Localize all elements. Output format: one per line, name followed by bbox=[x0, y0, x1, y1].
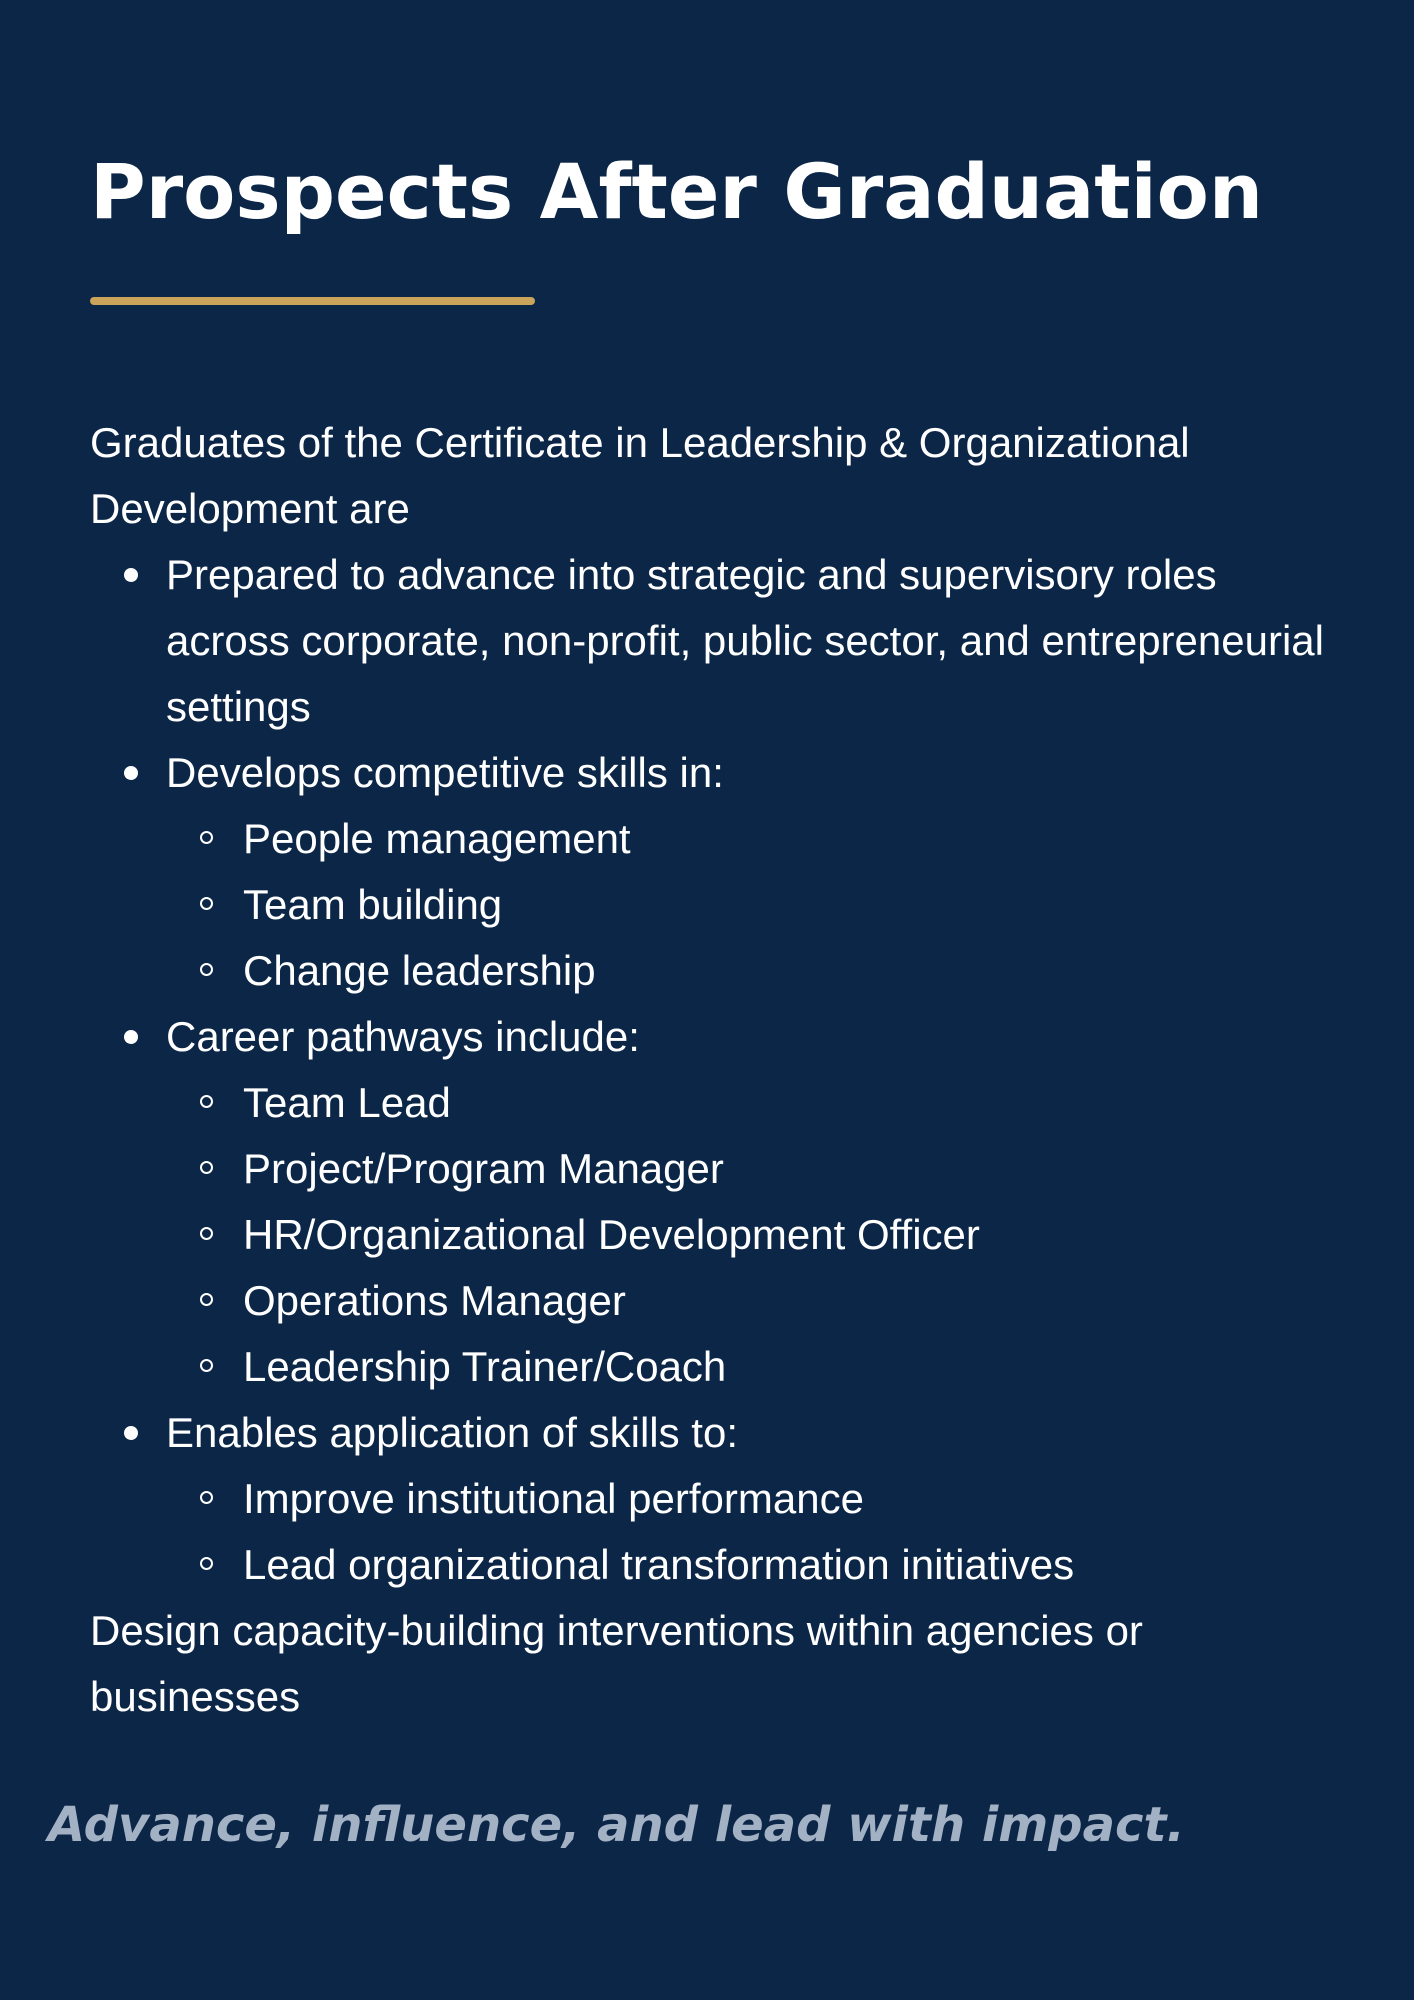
page-title: Prospects After Graduation bbox=[90, 147, 1263, 236]
sub-bullet-text: People management bbox=[243, 815, 631, 862]
bullet-circle-icon bbox=[200, 1227, 213, 1240]
bullet-text: Enables application of skills to: bbox=[166, 1409, 738, 1456]
bullet-disc-icon bbox=[124, 766, 138, 780]
bullet-circle-icon bbox=[200, 1491, 213, 1504]
sub-bullet-text: Improve institutional performance bbox=[243, 1475, 864, 1522]
title-accent-rule bbox=[90, 297, 535, 305]
bullet-text: Prepared to advance into strategic and supervisory roles across corporate, non-profit, public sector, and entrepreneurial settings bbox=[166, 551, 1324, 730]
bullet-circle-icon bbox=[200, 1359, 213, 1372]
sub-bullet-item bbox=[243, 1136, 1340, 1202]
sub-bullet-item bbox=[243, 872, 1340, 938]
bullet-circle-icon bbox=[200, 1095, 213, 1108]
bullet-circle-icon bbox=[200, 1161, 213, 1174]
sub-bullet-item bbox=[243, 1268, 1340, 1334]
sub-bullet-item bbox=[243, 1070, 1340, 1136]
bullet-text: Develops competitive skills in: bbox=[166, 749, 724, 796]
intro-paragraph: Graduates of the Certificate in Leadership & Organizational Development are bbox=[90, 419, 1190, 532]
bullet-disc-icon bbox=[124, 1030, 138, 1044]
bullet-circle-icon bbox=[200, 897, 213, 910]
sub-bullet-item bbox=[243, 938, 1340, 1004]
sub-bullet-text: Operations Manager bbox=[243, 1277, 626, 1324]
bullet-circle-icon bbox=[200, 963, 213, 976]
sub-bullet-text: Team Lead bbox=[243, 1079, 451, 1126]
sub-bullet-item bbox=[243, 1334, 1340, 1400]
sub-bullet-list bbox=[166, 806, 1340, 1004]
bullet-disc-icon bbox=[124, 1426, 138, 1440]
bullet-circle-icon bbox=[200, 1293, 213, 1306]
bullet-text: Career pathways include: bbox=[166, 1013, 640, 1060]
body-content bbox=[90, 410, 1340, 1730]
sub-bullet-item bbox=[243, 1532, 1340, 1598]
bullet-item bbox=[166, 542, 1340, 740]
sub-bullet-text: Change leadership bbox=[243, 947, 596, 994]
bullet-item bbox=[166, 1004, 1340, 1400]
bullet-list bbox=[90, 542, 1340, 1598]
sub-bullet-list bbox=[166, 1466, 1340, 1598]
sub-bullet-text: Leadership Trainer/Coach bbox=[243, 1343, 727, 1390]
bullet-circle-icon bbox=[200, 1557, 213, 1570]
sub-bullet-text: Project/Program Manager bbox=[243, 1145, 724, 1192]
bullet-circle-icon bbox=[200, 831, 213, 844]
sub-bullet-item bbox=[243, 1202, 1340, 1268]
bullet-item bbox=[166, 1400, 1340, 1598]
sub-bullet-text: Lead organizational transformation initiatives bbox=[243, 1541, 1075, 1588]
bullet-disc-icon bbox=[124, 568, 138, 582]
sub-bullet-text: HR/Organizational Development Officer bbox=[243, 1211, 980, 1258]
closing-paragraph: Design capacity-building interventions within agencies or businesses bbox=[90, 1607, 1143, 1720]
sub-bullet-list bbox=[166, 1070, 1340, 1400]
sub-bullet-item bbox=[243, 806, 1340, 872]
sub-bullet-item bbox=[243, 1466, 1340, 1532]
bullet-item bbox=[166, 740, 1340, 1004]
sub-bullet-text: Team building bbox=[243, 881, 503, 928]
tagline: Advance, influence, and lead with impact. bbox=[48, 1797, 1185, 1853]
